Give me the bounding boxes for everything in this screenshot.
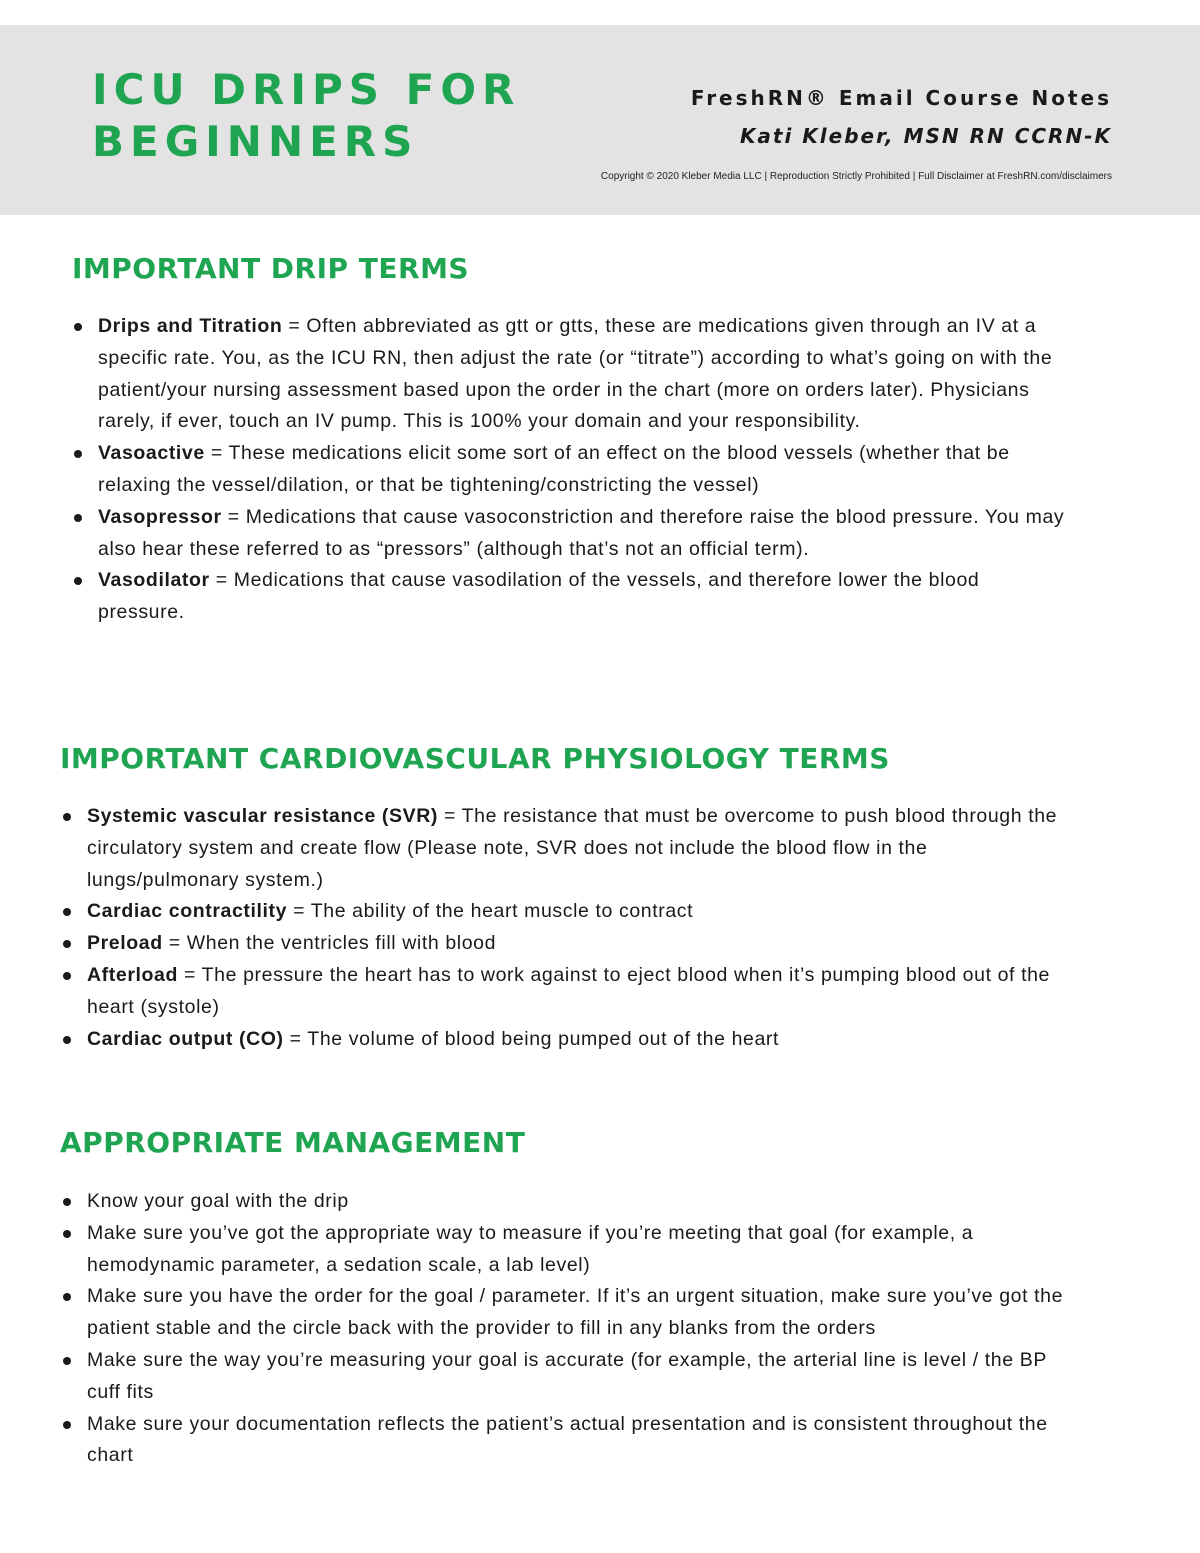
course-name: FreshRN® Email Course Notes	[690, 86, 1112, 110]
term-definition: = The ability of the heart muscle to contract	[287, 900, 694, 923]
section-title-drip-terms: IMPORTANT DRIP TERMS	[72, 252, 470, 285]
page-title	[92, 64, 520, 168]
term-label: Systemic vascular resistance (SVR)	[87, 805, 438, 827]
list-item	[61, 896, 1071, 928]
copyright-notice: Copyright © 2020 Kleber Media LLC | Reproduction Strictly Prohibited | Full Disclaimer at FreshRN.com/disclaimers	[600, 171, 1112, 182]
title-line-2: BEGINNERS	[92, 117, 419, 166]
list-item	[61, 928, 1071, 960]
term-label: Cardiac contractility	[87, 900, 288, 923]
term-label: Preload	[87, 932, 163, 955]
term-definition: = When the ventricles fill with blood	[162, 932, 497, 955]
author-name: Kati Kleber, MSN RN CCRN-K	[739, 124, 1112, 148]
term-definition: = The volume of blood being pumped out of the heart	[283, 1027, 780, 1050]
list-item	[72, 565, 1072, 629]
term-label: Vasoactive	[98, 442, 205, 465]
term-label: Cardiac output (CO)	[87, 1027, 284, 1050]
list-item: Make sure you’ve got the appropriate way to measure if you’re meeting that goal (for example, a hemodynamic parameter, a sedation scale, a lab level)	[61, 1218, 1071, 1282]
list-item	[72, 311, 1072, 438]
management-list	[61, 1186, 1071, 1472]
term-definition: = The resistance that must be overcome to push blood through the circulatory system and create flow (Please note, SVR does not include the blood flow in the lungs/pulmonary system.)	[87, 805, 1058, 891]
term-definition: = Medications that cause vasoconstriction and therefore raise the blood pressure. You may also hear these referred to as “pressors” (although that’s not an official term).	[98, 505, 1065, 560]
physiology-terms-list	[61, 801, 1071, 1055]
list-item: Make sure your documentation reflects the patient’s actual presentation and is consistent throughout the chart	[61, 1409, 1071, 1473]
list-item	[72, 438, 1072, 502]
term-label: Vasodilator	[98, 569, 210, 592]
term-definition: = Often abbreviated as gtt or gtts, these are medications given through an IV at a specific rate. You, as the ICU RN, then adjust the rate (or “titrate”) according to what’s going on with the patient/your nursing assessment based upon the order in the chart (more on orders later). Physicians rarely, if ever, touch an IV pump. This is 100% your domain and your responsibility.	[98, 315, 1053, 433]
list-item: Know your goal with the drip	[61, 1186, 1071, 1218]
list-item	[72, 502, 1072, 566]
term-label: Drips and Titration	[98, 315, 283, 337]
section-title-management: APPROPRIATE MANAGEMENT	[60, 1126, 526, 1159]
list-item	[61, 801, 1071, 896]
term-definition: = Medications that cause vasodilation of the vessels, and therefore lower the blood pressure.	[98, 569, 980, 624]
term-label: Vasopressor	[98, 505, 222, 528]
list-item: Make sure you have the order for the goal / parameter. If it’s an urgent situation, make sure you’ve got the patient stable and the circle back with the provider to fill in any blanks from the orders	[61, 1281, 1071, 1345]
term-label: Afterload	[87, 963, 178, 986]
term-definition: = These medications elicit some sort of an effect on the blood vessels (whether that be relaxing the vessel/dilation, or that be tightening/constricting the vessel)	[98, 442, 1010, 496]
list-item: Make sure the way you’re measuring your goal is accurate (for example, the arterial line is level / the BP cuff fits	[61, 1345, 1071, 1409]
list-item	[61, 960, 1071, 1024]
list-item	[61, 1024, 1071, 1056]
term-definition: = The pressure the heart has to work against to eject blood when it’s pumping blood out of the heart (systole)	[87, 963, 1051, 1018]
section-title-physiology-terms: IMPORTANT CARDIOVASCULAR PHYSIOLOGY TERMS	[60, 742, 890, 775]
drip-terms-list	[72, 311, 1072, 629]
title-line-1: ICU DRIPS FOR	[92, 65, 521, 114]
